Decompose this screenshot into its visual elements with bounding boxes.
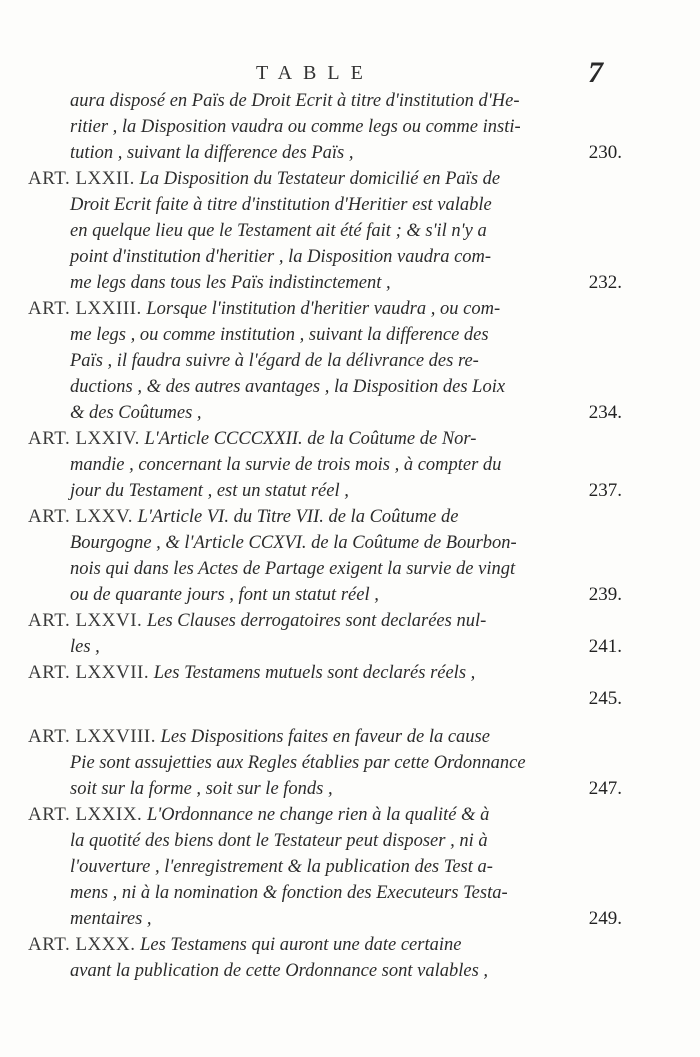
toc-entry-art-77 [0, 660, 700, 712]
entry-line: ART. LXXIX. L'Ordonnance ne change rien à la qualité & à [28, 804, 490, 825]
entry-line: ritier , la Disposition vaudra ou comme legs ou comme insti- [70, 117, 521, 137]
entry-line [0, 686, 700, 712]
entry-line: en quelque lieu que le Testament ait été fait ; & s'il n'y a [70, 221, 487, 241]
entry-line: ou de quarante jours , font un statut réel , 239. [0, 582, 700, 608]
toc-entry-art-73 [0, 296, 700, 426]
toc-entry-art-76 [0, 608, 700, 660]
article-label: ART. LXXIII. [28, 298, 142, 319]
table-of-contents [0, 88, 700, 984]
entry-line: soit sur la forme , soit sur le fonds , 247. [0, 776, 700, 802]
entry-line: la quotité des biens dont le Testateur peut disposer , ni à [70, 831, 488, 851]
article-label: ART. LXXVI. [28, 610, 143, 631]
entry-page-ref: 249. [588, 908, 622, 929]
entry-line: tution , suivant la difference des Païs , 230. [0, 140, 700, 166]
article-label: ART. LXXIV. [28, 428, 140, 449]
entry-page-ref: 241. [588, 636, 622, 657]
toc-entry-art-72 [0, 166, 700, 296]
entry-line: ART. LXXIII. Lorsque l'institution d'heritier vaudra , ou com- [28, 298, 501, 319]
entry-page-ref: 234. [588, 402, 622, 423]
entry-line: me legs , ou comme institution , suivant la difference des [70, 325, 489, 345]
entry-line: me legs dans tous les Païs indistinctement , 232. [0, 270, 700, 296]
entry-line: ART. LXXIV. L'Article CCCCXXII. de la Coûtume de Nor- [28, 428, 477, 449]
entry-page-ref: 230. [588, 142, 622, 163]
article-label: ART. LXXII. [28, 168, 135, 189]
entry-line: Pie sont assujetties aux Regles établies par cette Ordonnance [70, 753, 526, 773]
entry-line: aura disposé en Païs de Droit Ecrit à titre d'institution d'He- [70, 91, 520, 111]
toc-entry-art-75 [0, 504, 700, 608]
entry-line: les , 241. [0, 634, 700, 660]
running-title: TABLE [256, 62, 374, 84]
entry-line: Païs , il faudra suivre à l'égard de la délivrance des re- [70, 351, 479, 371]
article-label: ART. LXXVIII. [28, 726, 156, 747]
entry-line: ART. LXXVI. Les Clauses derrogatoires sont declarées nul- [28, 610, 487, 631]
entry-line: avant la publication de cette Ordonnance sont valables , [70, 961, 489, 981]
entry-line: l'ouverture , l'enregistrement & la publication des Test a- [70, 857, 493, 877]
toc-entry-art-78 [0, 724, 700, 802]
page-number: 7 [588, 56, 603, 89]
entry-line: mandie , concernant la survie de trois mois , à compter du [70, 455, 502, 475]
entry-line: jour du Testament , est un statut réel , 237. [0, 478, 700, 504]
entry-line: ART. LXXVIII. Les Dispositions faites en faveur de la cause [28, 726, 490, 747]
entry-line: & des Coûtumes , 234. [0, 400, 700, 426]
entry-page-ref: 247. [588, 778, 622, 799]
article-label: ART. LXXVII. [28, 662, 150, 683]
toc-entry-art-80 [0, 932, 700, 984]
entry-line: ART. LXXX. Les Testamens qui auront une date certaine [28, 934, 462, 955]
article-label: ART. LXXX. [28, 934, 136, 955]
entry-line: ART. LXXII. La Disposition du Testateur domicilié en Païs de [28, 168, 501, 189]
entry-page-ref: 245. [588, 688, 622, 709]
entry-line: point d'institution d'heritier , la Disposition vaudra com- [70, 247, 492, 267]
toc-entry-art-79 [0, 802, 700, 932]
article-label: ART. LXXV. [28, 506, 134, 527]
entry-page-ref: 239. [588, 584, 622, 605]
entry-page-ref: 232. [588, 272, 622, 293]
entry-line: Bourgogne , & l'Article CCXVI. de la Coûtume de Bourbon- [70, 533, 517, 553]
article-label: ART. LXXIX. [28, 804, 143, 825]
entry-line: ductions , & des autres avantages , la Disposition des Loix [70, 377, 506, 397]
entry-line: ART. LXXVII. Les Testamens mutuels sont declarés réels , [28, 662, 476, 683]
toc-entry-art-74 [0, 426, 700, 504]
entry-line: mentaires , 249. [0, 906, 700, 932]
entry-line: Droit Ecrit faite à titre d'institution d'Heritier est valable [70, 195, 492, 215]
entry-line: ART. LXXV. L'Article VI. du Titre VII. de la Coûtume de [28, 506, 459, 527]
toc-entry-continuation [0, 88, 700, 166]
entry-line: mens , ni à la nomination & fonction des Executeurs Testa- [70, 883, 508, 903]
entry-line: nois qui dans les Actes de Partage exigent la survie de vingt [70, 559, 516, 579]
entry-page-ref: 237. [588, 480, 622, 501]
